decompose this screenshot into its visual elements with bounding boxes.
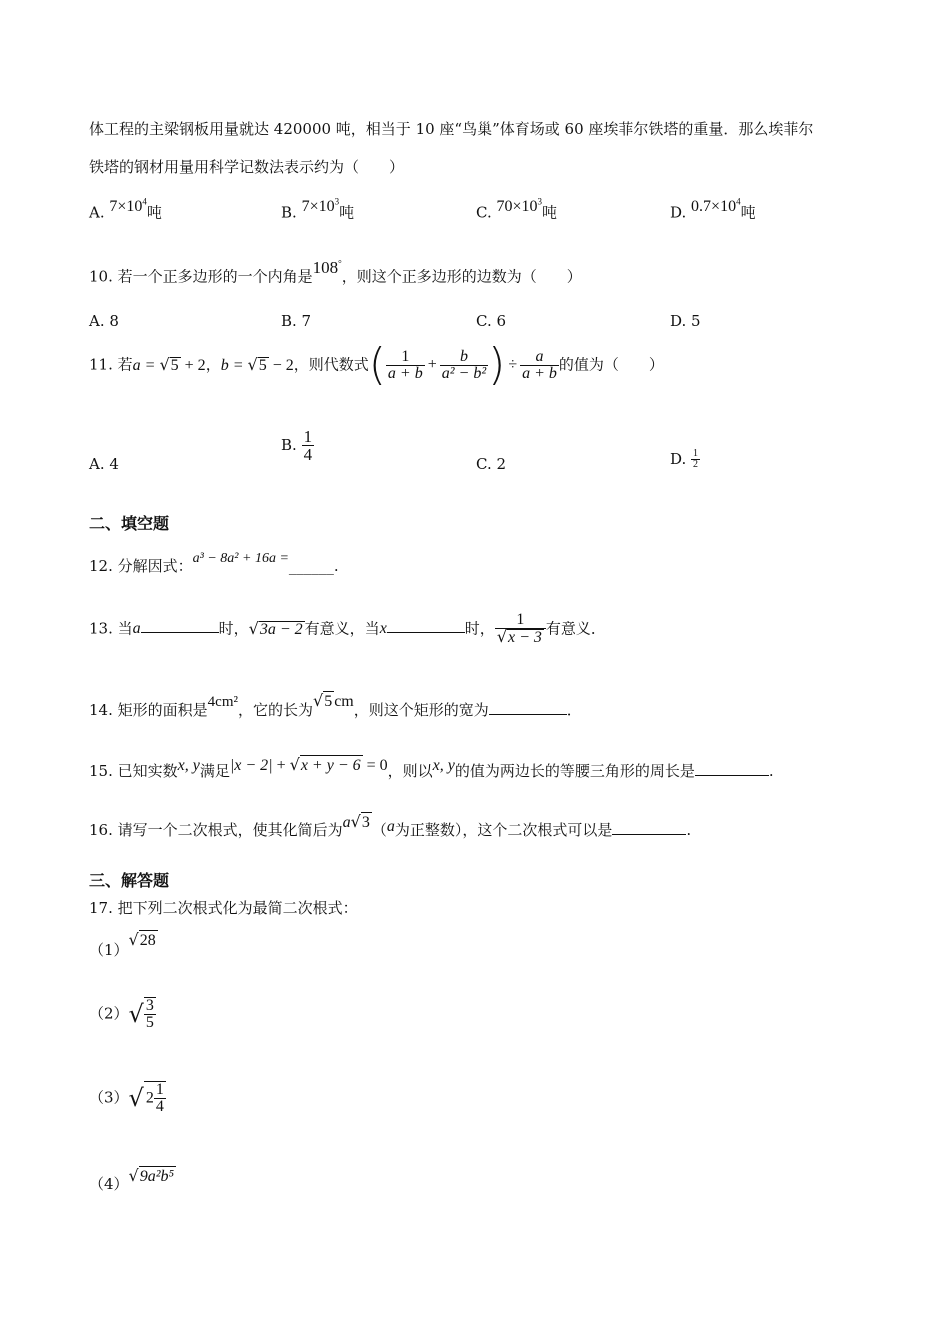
question-14: 14. 矩形的面积是4cm²，它的长为√5 cm，则这个矩形的宽为 ． xyxy=(89,691,582,719)
q11-option-a: A. 4 xyxy=(89,455,119,473)
q17-item-2: （2）√ $\frac{3}{5}$ xyxy=(89,997,154,1031)
q11-option-d: D. $\frac{1}{2}$ xyxy=(670,448,699,470)
question-9-line-2: 铁塔的钢材用量用科学记数法表示约为（ ） xyxy=(89,158,405,176)
question-16: 16. 请写一个二次根式，使其化简后为a√3 （a为正整数），这个二次根式可以是 . xyxy=(89,812,692,839)
section-answer-heading: 三、解答题 xyxy=(89,871,170,890)
q9-option-b: B. $7\times 10^3$吨 xyxy=(281,197,355,222)
fraction-1: $\frac{1}{a + b}$ xyxy=(387,347,423,382)
q11-option-b: B. $\frac{1}{4}$ xyxy=(281,427,313,464)
q10-option-c: C. 6 xyxy=(476,312,507,330)
b-definition: b = √5 − 2 xyxy=(220,354,294,374)
q9-option-d: D. $0.7\times 10^4$吨 xyxy=(670,197,756,222)
question-12: 12. 分解因式：a³ − 8a² + 16a =______. xyxy=(89,551,339,575)
question-10: 10. 若一个正多边形的一个内角是108°，则这个正多边形的边数为（ ） xyxy=(89,257,582,286)
q17-item-1: （1）√28 xyxy=(89,930,156,959)
q10-option-d: D. 5 xyxy=(670,312,701,330)
a-definition: a = √5 + 2 xyxy=(132,354,206,374)
q10-option-b: B. 7 xyxy=(281,312,312,330)
question-11: 11. 若a = √5 + 2，b = √5 − 2，则代数式( $\frac{1}{a + b}$ + $\frac{b}{\text{a² − b²}}$ ) ÷ $\frac{a}{a + b}$ 的值为（ ） xyxy=(89,339,664,390)
q11-option-c: C. 2 xyxy=(476,455,507,473)
question-15: 15. 已知实数x, y满足|x − 2| + √x + y − 6 = 0，则以x, y的值为两边长的等腰三角形的周长是 . xyxy=(89,755,774,780)
q10-option-a: A. 8 xyxy=(89,312,119,330)
section-fill-in-blank-heading: 二、填空题 xyxy=(89,514,170,533)
question-17: 17. 把下列二次根式化为最简二次根式： xyxy=(89,899,358,917)
fraction-2: $\frac{b}{\text{a² − b²}}$ xyxy=(441,347,487,382)
q9-option-c: C. $70\times 10^3$吨 xyxy=(476,197,558,222)
question-13: 13. 当a 时，√3a − 2 有意义，当x 时， $\frac{1}{√x - 3}$ 有意义． xyxy=(89,611,606,646)
fraction-1-over-sqrt: $\frac{1}{√x - 3}$ xyxy=(495,612,546,646)
q17-item-3: （3）√ 2 $\frac{1}{4}$ xyxy=(89,1081,164,1115)
question-9-line-1: 体工程的主梁钢板用量就达 420000 吨，相当于 10 座“鸟巢”体育场或 60 座埃菲尔铁塔的重量．那么埃菲尔 xyxy=(89,120,814,138)
q9-option-a: A. $7\times 10^4$吨 xyxy=(89,197,162,222)
q17-item-4: （4）√9a²b⁵ xyxy=(89,1166,175,1193)
fraction-3: $\frac{a}{a + b}$ xyxy=(522,347,557,382)
sqrt-3a-2: √3a − 2 xyxy=(248,618,303,638)
